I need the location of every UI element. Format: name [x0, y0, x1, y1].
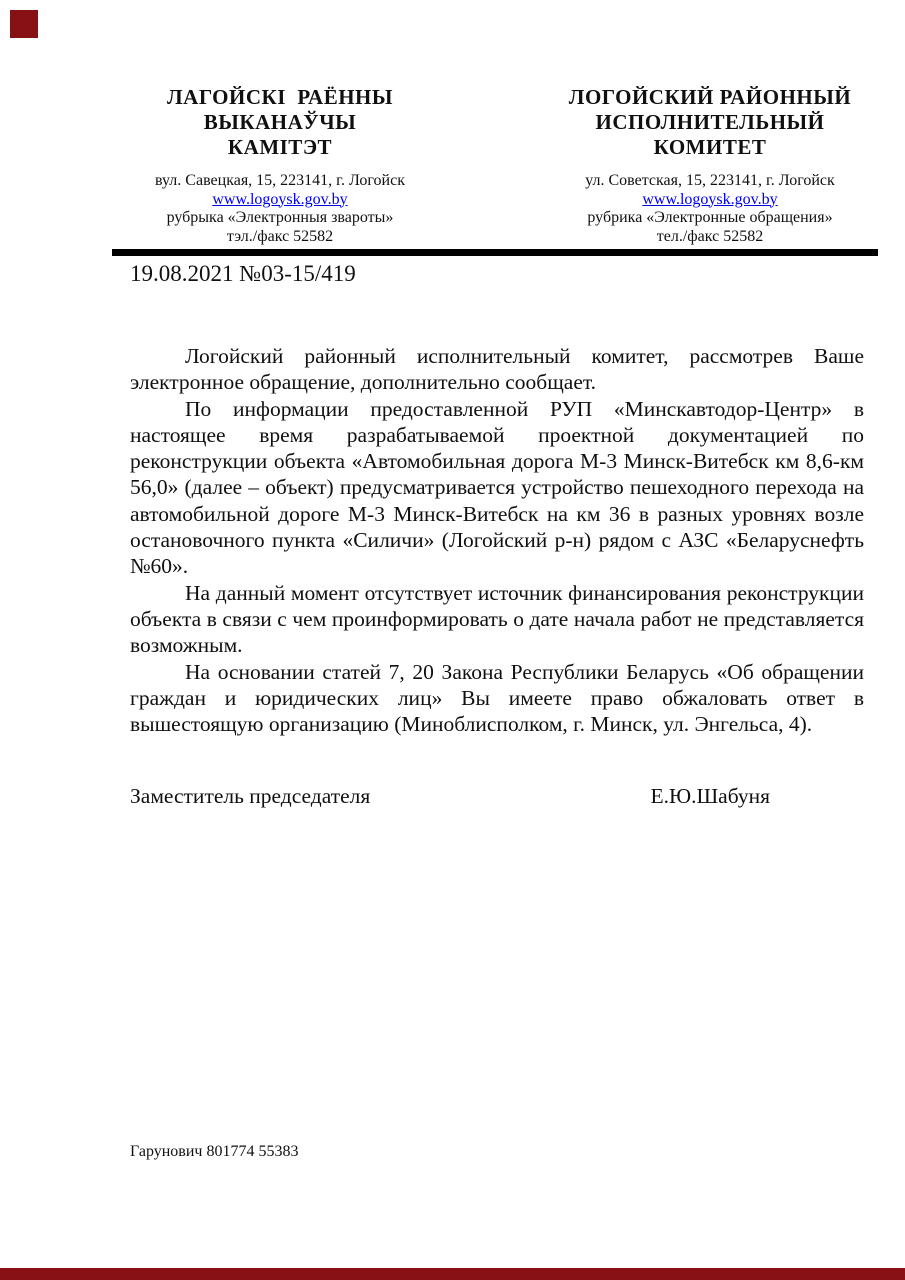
- org-title-belarusian: [100, 85, 460, 160]
- org-website-link[interactable]: www.logoysk.gov.by: [642, 190, 778, 208]
- letterhead-divider: [112, 249, 878, 256]
- red-corner-mark: [10, 10, 38, 38]
- org-rubric: рубрика «Электронные обращения»: [587, 209, 833, 226]
- signature-row: [130, 783, 770, 809]
- org-title-line: ЛАГОЙСКІ РАЁННЫ: [167, 85, 393, 109]
- org-address: ул. Советская, 15, 223141, г. Логойск: [585, 172, 835, 189]
- signer-position: Заместитель председателя: [130, 784, 371, 809]
- org-block-belarusian: [100, 85, 460, 246]
- body-paragraph: По информации предоставленной РУП «Минскавтодор-Центр» в настоящее время разрабатываемой проектной документацией по реконструкции объекта «Автомобильная дорога М-3 Минск-Витебск км 8,6-км 56,0» (далее – объект) предусматривается устройство пешеходного перехода на автомобильной дороге М-3 Минск-Витебск на км 36 в разных уровнях возле остановочного пункта «Силичи» (Логойский р-н) рядом с АЗС «Беларуснефть №60».: [130, 396, 864, 579]
- org-website-link[interactable]: www.logoysk.gov.by: [212, 190, 348, 208]
- org-rubric: рубрыка «Электронныя звароты»: [166, 209, 394, 226]
- org-address: вул. Савецкая, 15, 223141, г. Логойск: [155, 172, 405, 189]
- org-title-line: ИСПОЛНИТЕЛЬНЫЙ: [595, 110, 825, 134]
- org-title-line: ВЫКАНАЎЧЫ: [203, 110, 357, 134]
- org-title-line: ЛОГОЙСКИЙ РАЙОННЫЙ: [568, 85, 852, 109]
- org-contacts-russian: [515, 172, 905, 246]
- letterhead: [100, 85, 905, 246]
- body-paragraph: На данный момент отсутствует источник финансирования реконструкции объекта в связи с чем проинформировать о дате начала работ не представляется возможным.: [130, 580, 864, 658]
- letter-body: [130, 343, 864, 737]
- org-block-russian: [515, 85, 905, 246]
- org-phone: тел./факс 52582: [656, 227, 764, 245]
- org-contacts-belarusian: [100, 172, 460, 246]
- org-title-line: КАМІТЭТ: [227, 135, 333, 159]
- org-title-line: КОМИТЕТ: [653, 135, 767, 159]
- executor-note: Гарунович 801774 55383: [130, 1143, 299, 1160]
- body-paragraph: Логойский районный исполнительный комитет, рассмотрев Ваше электронное обращение, дополнительно сообщает.: [130, 344, 864, 395]
- reference-number: 19.08.2021 №03-15/419: [130, 261, 356, 286]
- body-paragraph: На основании статей 7, 20 Закона Республики Беларусь «Об обращении граждан и юридических лиц» Вы имеете право обжаловать ответ в вышестоящую организацию (Миноблисполком, г. Минск, ул. Энгельса, 4).: [130, 659, 864, 737]
- org-phone: тэл./факс 52582: [226, 227, 334, 245]
- signer-name: Е.Ю.Шабуня: [650, 784, 770, 809]
- red-bottom-bar: [0, 1268, 905, 1280]
- org-title-russian: [515, 85, 905, 160]
